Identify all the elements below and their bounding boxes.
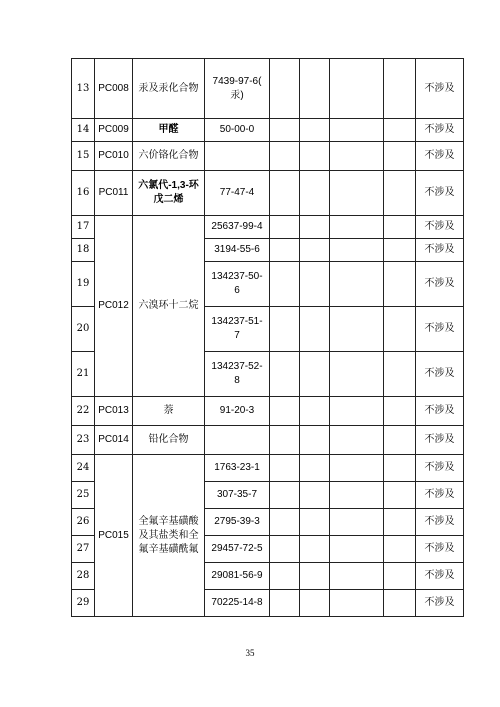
code-cell: PC008 [95, 59, 133, 119]
table-row [72, 171, 464, 216]
blank-cell [270, 455, 300, 482]
blank-cell [270, 352, 300, 397]
blank-cell [270, 216, 300, 239]
blank-cell [330, 397, 384, 426]
cas-number-cell: 25637-99-4 [205, 216, 270, 239]
code-cell: PC013 [95, 397, 133, 426]
status-cell: 不涉及 [416, 509, 464, 536]
code-cell: PC012 [95, 216, 133, 397]
substance-name-cell: 六价铬化合物 [133, 142, 205, 171]
blank-cell [330, 239, 384, 262]
blank-cell [384, 397, 416, 426]
blank-cell [384, 482, 416, 509]
cas-number-cell: 7439-97-6( 汞) [205, 59, 270, 119]
blank-cell [300, 590, 330, 617]
table-row [72, 59, 464, 119]
status-cell: 不涉及 [416, 536, 464, 563]
code-cell: PC014 [95, 426, 133, 455]
code-cell: PC009 [95, 119, 133, 142]
blank-cell [330, 119, 384, 142]
blank-cell [330, 142, 384, 171]
blank-cell [384, 239, 416, 262]
blank-cell [300, 142, 330, 171]
status-cell: 不涉及 [416, 307, 464, 352]
cas-number-cell: 134237-52- 8 [205, 352, 270, 397]
blank-cell [300, 509, 330, 536]
substance-name-cell: 汞及汞化合物 [133, 59, 205, 119]
blank-cell [384, 536, 416, 563]
blank-cell [270, 482, 300, 509]
cas-number-cell: 91-20-3 [205, 397, 270, 426]
cas-number-cell [205, 426, 270, 455]
blank-cell [270, 397, 300, 426]
blank-cell [300, 455, 330, 482]
table-row [72, 397, 464, 426]
status-cell: 不涉及 [416, 262, 464, 307]
cas-number-cell: 29081-56-9 [205, 563, 270, 590]
cas-number-cell: 77-47-4 [205, 171, 270, 216]
blank-cell [270, 509, 300, 536]
blank-cell [384, 426, 416, 455]
status-cell: 不涉及 [416, 590, 464, 617]
blank-cell [384, 216, 416, 239]
row-number-cell: 15 [72, 142, 95, 171]
blank-cell [270, 307, 300, 352]
blank-cell [270, 262, 300, 307]
table-row [72, 142, 464, 171]
substance-name-cell: 甲醛 [133, 119, 205, 142]
row-number-cell: 28 [72, 563, 95, 590]
page-number: 35 [245, 648, 255, 658]
blank-cell [384, 262, 416, 307]
blank-cell [270, 239, 300, 262]
table-row [72, 119, 464, 142]
row-number-cell: 13 [72, 59, 95, 119]
blank-cell [300, 171, 330, 216]
row-number-cell: 22 [72, 397, 95, 426]
blank-cell [300, 426, 330, 455]
blank-cell [300, 482, 330, 509]
blank-cell [270, 426, 300, 455]
row-number-cell: 25 [72, 482, 95, 509]
status-cell: 不涉及 [416, 119, 464, 142]
row-number-cell: 17 [72, 216, 95, 239]
cas-number-cell [205, 142, 270, 171]
blank-cell [330, 216, 384, 239]
row-number-cell: 21 [72, 352, 95, 397]
blank-cell [384, 352, 416, 397]
blank-cell [330, 590, 384, 617]
blank-cell [384, 59, 416, 119]
row-number-cell: 14 [72, 119, 95, 142]
status-cell: 不涉及 [416, 59, 464, 119]
cas-number-cell: 3194-55-6 [205, 239, 270, 262]
table-row [72, 455, 464, 482]
blank-cell [330, 536, 384, 563]
blank-cell [330, 307, 384, 352]
blank-cell [330, 59, 384, 119]
code-cell: PC015 [95, 455, 133, 617]
status-cell: 不涉及 [416, 352, 464, 397]
blank-cell [300, 216, 330, 239]
blank-cell [330, 455, 384, 482]
blank-cell [270, 563, 300, 590]
blank-cell [384, 142, 416, 171]
blank-cell [270, 590, 300, 617]
cas-number-cell: 134237-51- 7 [205, 307, 270, 352]
blank-cell [300, 239, 330, 262]
blank-cell [384, 171, 416, 216]
row-number-cell: 16 [72, 171, 95, 216]
blank-cell [300, 563, 330, 590]
blank-cell [384, 307, 416, 352]
row-number-cell: 24 [72, 455, 95, 482]
blank-cell [384, 563, 416, 590]
blank-cell [384, 509, 416, 536]
blank-cell [330, 482, 384, 509]
row-number-cell: 26 [72, 509, 95, 536]
status-cell: 不涉及 [416, 426, 464, 455]
blank-cell [300, 59, 330, 119]
substance-name-cell: 铅化合物 [133, 426, 205, 455]
status-cell: 不涉及 [416, 171, 464, 216]
substance-name-cell: 全氟辛基磺酸 及其盐类和全 氟辛基磺酰氟 [133, 455, 205, 617]
blank-cell [330, 563, 384, 590]
table-row [72, 426, 464, 455]
status-cell: 不涉及 [416, 397, 464, 426]
status-cell: 不涉及 [416, 239, 464, 262]
cas-number-cell: 29457-72-5 [205, 536, 270, 563]
code-cell: PC010 [95, 142, 133, 171]
cas-number-cell: 70225-14-8 [205, 590, 270, 617]
code-cell: PC011 [95, 171, 133, 216]
cas-number-cell: 50-00-0 [205, 119, 270, 142]
blank-cell [300, 352, 330, 397]
status-cell: 不涉及 [416, 455, 464, 482]
status-cell: 不涉及 [416, 142, 464, 171]
status-cell: 不涉及 [416, 482, 464, 509]
blank-cell [330, 426, 384, 455]
cas-number-cell: 307-35-7 [205, 482, 270, 509]
blank-cell [330, 352, 384, 397]
status-cell: 不涉及 [416, 563, 464, 590]
blank-cell [270, 171, 300, 216]
blank-cell [330, 262, 384, 307]
substance-table [71, 58, 464, 617]
blank-cell [270, 59, 300, 119]
status-cell: 不涉及 [416, 216, 464, 239]
blank-cell [300, 119, 330, 142]
substance-name-cell: 六氯代-1,3-环 戊二烯 [133, 171, 205, 216]
table-row [72, 216, 464, 239]
blank-cell [300, 307, 330, 352]
row-number-cell: 23 [72, 426, 95, 455]
blank-cell [300, 262, 330, 307]
blank-cell [300, 536, 330, 563]
row-number-cell: 29 [72, 590, 95, 617]
blank-cell [330, 171, 384, 216]
substance-name-cell: 六溴环十二烷 [133, 216, 205, 397]
row-number-cell: 18 [72, 239, 95, 262]
row-number-cell: 27 [72, 536, 95, 563]
blank-cell [384, 119, 416, 142]
blank-cell [384, 590, 416, 617]
substance-name-cell: 萘 [133, 397, 205, 426]
cas-number-cell: 134237-50- 6 [205, 262, 270, 307]
blank-cell [384, 455, 416, 482]
blank-cell [270, 142, 300, 171]
cas-number-cell: 1763-23-1 [205, 455, 270, 482]
blank-cell [270, 536, 300, 563]
blank-cell [300, 397, 330, 426]
blank-cell [270, 119, 300, 142]
row-number-cell: 20 [72, 307, 95, 352]
row-number-cell: 19 [72, 262, 95, 307]
cas-number-cell: 2795-39-3 [205, 509, 270, 536]
blank-cell [330, 509, 384, 536]
